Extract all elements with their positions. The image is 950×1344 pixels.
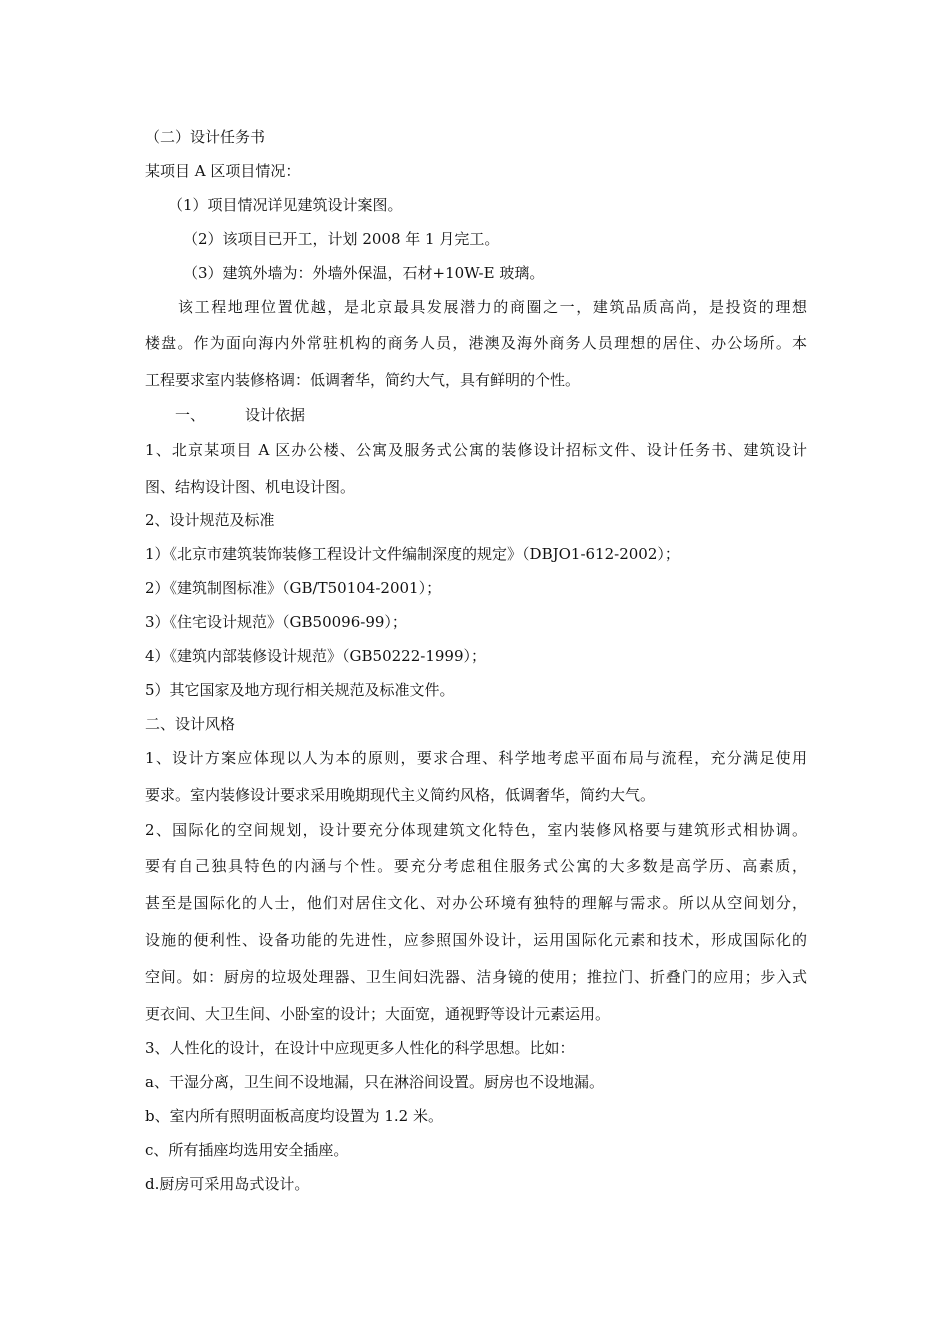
style2-line-3: 甚至是国际化的人士，他们对居住文化、对办公环境有独特的理解与需求。所以从空间划分， — [145, 894, 807, 912]
basis-line-2: 图、结构设计图、机电设计图。 — [145, 478, 356, 496]
style3-title: 3、人性化的设计，在设计中应现更多人性化的科学思想。比如： — [145, 1039, 575, 1057]
standards-title: 2、设计规范及标准 — [145, 511, 275, 529]
section1-number: 一、 — [175, 406, 206, 424]
intro-line-2: 楼盘。作为面向海内外常驻机构的商务人员，港澳及海外商务人员理想的居住、办公场所。本 — [145, 334, 807, 352]
standard-item: 3）《住宅设计规范》（GB50096-99）； — [145, 613, 407, 631]
standard-item: 4）《建筑内部装修设计规范》（GB50222-1999）； — [145, 647, 487, 665]
style2-line-4: 设施的便利性、设备功能的先进性，应参照国外设计，运用国际化元素和技术，形成国际化的 — [145, 931, 807, 949]
section2-title: 二、设计风格 — [145, 715, 236, 733]
style2-line-2: 要有自己独具特色的内涵与个性。要充分考虑租住服务式公寓的大多数是高学历、高素质， — [145, 857, 807, 875]
standard-item: 1）《北京市建筑装饰装修工程设计文件编制深度的规定》（DBJO1-612-2002）； — [145, 545, 680, 563]
project-item-3: （3）建筑外墙为：外墙外保温，石材+10W-E 玻璃。 — [183, 264, 545, 282]
style1-line-1: 1、设计方案应体现以人为本的原则，要求合理、科学地考虑平面布局与流程，充分满足使用 — [145, 749, 807, 767]
section-heading: （二）设计任务书 — [145, 128, 266, 146]
style2-line-1: 2、国际化的空间规划，设计要充分体现建筑文化特色，室内装修风格要与建筑形式相协调。 — [145, 821, 807, 839]
style3-item: c、所有插座均选用安全插座。 — [145, 1141, 349, 1159]
intro-line-3: 工程要求室内装修格调：低调奢华，简约大气，具有鲜明的个性。 — [145, 371, 581, 389]
project-item-2: （2）该项目已开工，计划 2008 年 1 月完工。 — [183, 230, 500, 248]
style2-line-6: 更衣间、大卫生间、小卧室的设计；大面宽，通视野等设计元素运用。 — [145, 1005, 611, 1023]
project-title: 某项目 A 区项目情况： — [145, 162, 301, 180]
standard-item: 2）《建筑制图标准》（GB/T50104-2001）； — [145, 579, 442, 597]
standard-item: 5）其它国家及地方现行相关规范及标准文件。 — [145, 681, 455, 699]
style2-line-5: 空间。如：厨房的垃圾处理器、卫生间妇洗器、洁身镜的使用；推拉门、折叠门的应用；步入式 — [145, 968, 807, 986]
intro-line-1: 该工程地理位置优越，是北京最具发展潜力的商圈之一，建筑品质高尚，是投资的理想 — [178, 298, 807, 316]
style3-item: d.厨房可采用岛式设计。 — [145, 1175, 310, 1193]
project-item-1: （1）项目情况详见建筑设计案图。 — [168, 196, 403, 214]
style1-line-2: 要求。室内装修设计要求采用晚期现代主义简约风格，低调奢华，简约大气。 — [145, 786, 656, 804]
style3-item: b、室内所有照明面板高度均设置为 1.2 米。 — [145, 1107, 443, 1125]
basis-line-1: 1、北京某项目 A 区办公楼、公寓及服务式公寓的装修设计招标文件、设计任务书、建筑设计 — [145, 441, 807, 459]
section1-title: 设计依据 — [245, 406, 306, 424]
style3-item: a、干湿分离，卫生间不设地漏，只在淋浴间设置。厨房也不设地漏。 — [145, 1073, 604, 1091]
